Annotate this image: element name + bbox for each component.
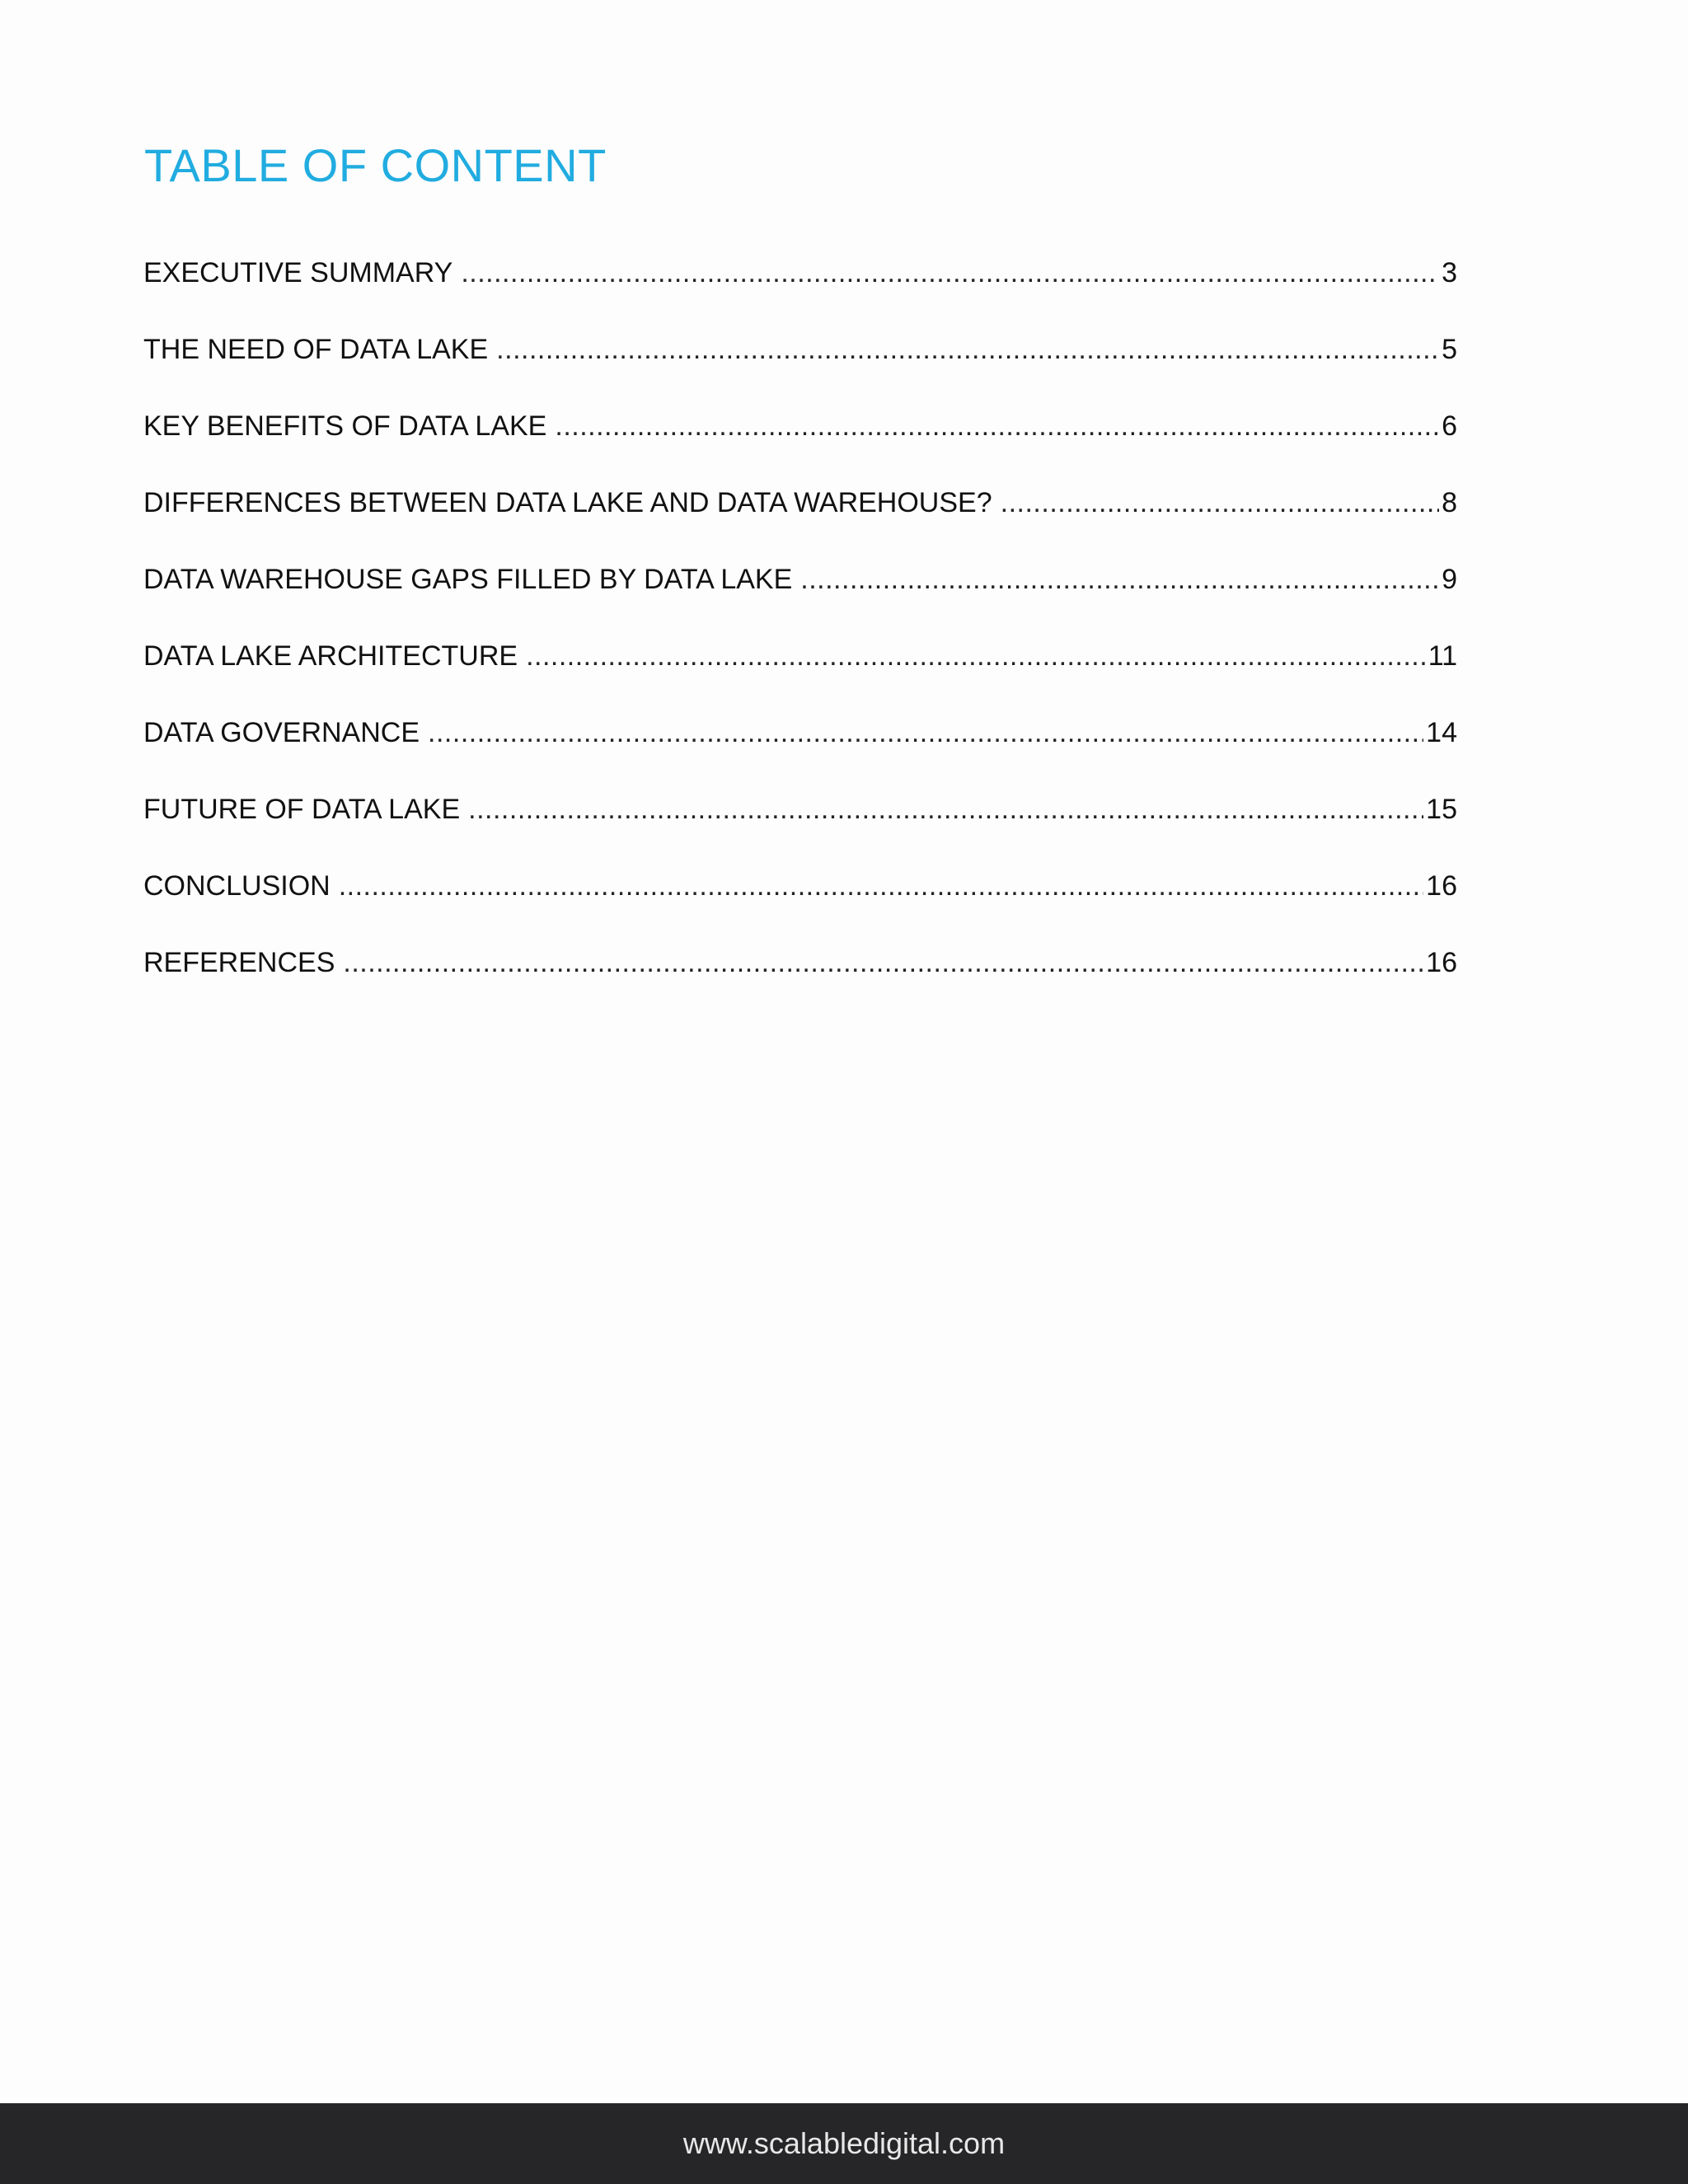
toc-entry-future[interactable] — [143, 794, 1457, 870]
toc-entry-governance[interactable] — [143, 717, 1457, 794]
toc-dot-leader — [339, 870, 1423, 902]
toc-entry-architecture[interactable] — [143, 640, 1457, 717]
toc-entry-page: 16 — [1426, 947, 1457, 978]
toc-dot-leader — [468, 794, 1423, 826]
toc-entry-page: 11 — [1428, 640, 1457, 672]
toc-entry-page: 14 — [1426, 717, 1457, 748]
toc-list — [143, 257, 1457, 1024]
footer-bar — [0, 2103, 1688, 2184]
toc-entry-label: DIFFERENCES BETWEEN DATA LAKE AND DATA WAREHOUSE? — [143, 487, 992, 518]
toc-entry-page: 6 — [1442, 410, 1457, 442]
toc-entry-label: DATA LAKE ARCHITECTURE — [143, 640, 518, 672]
toc-entry-page: 8 — [1442, 487, 1457, 518]
toc-dot-leader — [428, 717, 1423, 749]
toc-dot-leader — [461, 257, 1439, 289]
toc-dot-leader — [800, 564, 1439, 596]
toc-dot-leader — [1001, 487, 1439, 519]
toc-dot-leader — [555, 410, 1439, 443]
toc-entry-warehouse-gaps[interactable] — [143, 564, 1457, 640]
toc-entry-label: EXECUTIVE SUMMARY — [143, 257, 453, 288]
toc-dot-leader — [343, 947, 1423, 979]
toc-entry-label: DATA GOVERNANCE — [143, 717, 420, 748]
toc-entry-label: FUTURE OF DATA LAKE — [143, 794, 461, 825]
toc-entry-references[interactable] — [143, 947, 1457, 1024]
toc-entry-need-of-data-lake[interactable] — [143, 334, 1457, 410]
toc-title: TABLE OF CONTENT — [144, 139, 607, 191]
toc-dot-leader — [526, 640, 1426, 673]
toc-entry-executive-summary[interactable] — [143, 257, 1457, 334]
toc-entry-page: 15 — [1426, 794, 1457, 825]
toc-dot-leader — [496, 334, 1439, 366]
toc-entry-label: KEY BENEFITS OF DATA LAKE — [143, 410, 547, 442]
footer-url[interactable]: www.scalabledigital.com — [682, 2126, 1006, 2160]
toc-entry-conclusion[interactable] — [143, 870, 1457, 947]
toc-entry-page: 16 — [1426, 870, 1457, 902]
toc-entry-page: 9 — [1442, 564, 1457, 595]
toc-entry-page: 3 — [1442, 257, 1457, 288]
toc-entry-label: CONCLUSION — [143, 870, 331, 902]
toc-entry-label: THE NEED OF DATA LAKE — [143, 334, 489, 365]
toc-entry-key-benefits[interactable] — [143, 410, 1457, 487]
toc-entry-page: 5 — [1442, 334, 1457, 365]
toc-entry-label: DATA WAREHOUSE GAPS FILLED BY DATA LAKE — [143, 564, 793, 595]
toc-entry-label: REFERENCES — [143, 947, 335, 978]
toc-entry-differences[interactable] — [143, 487, 1457, 564]
